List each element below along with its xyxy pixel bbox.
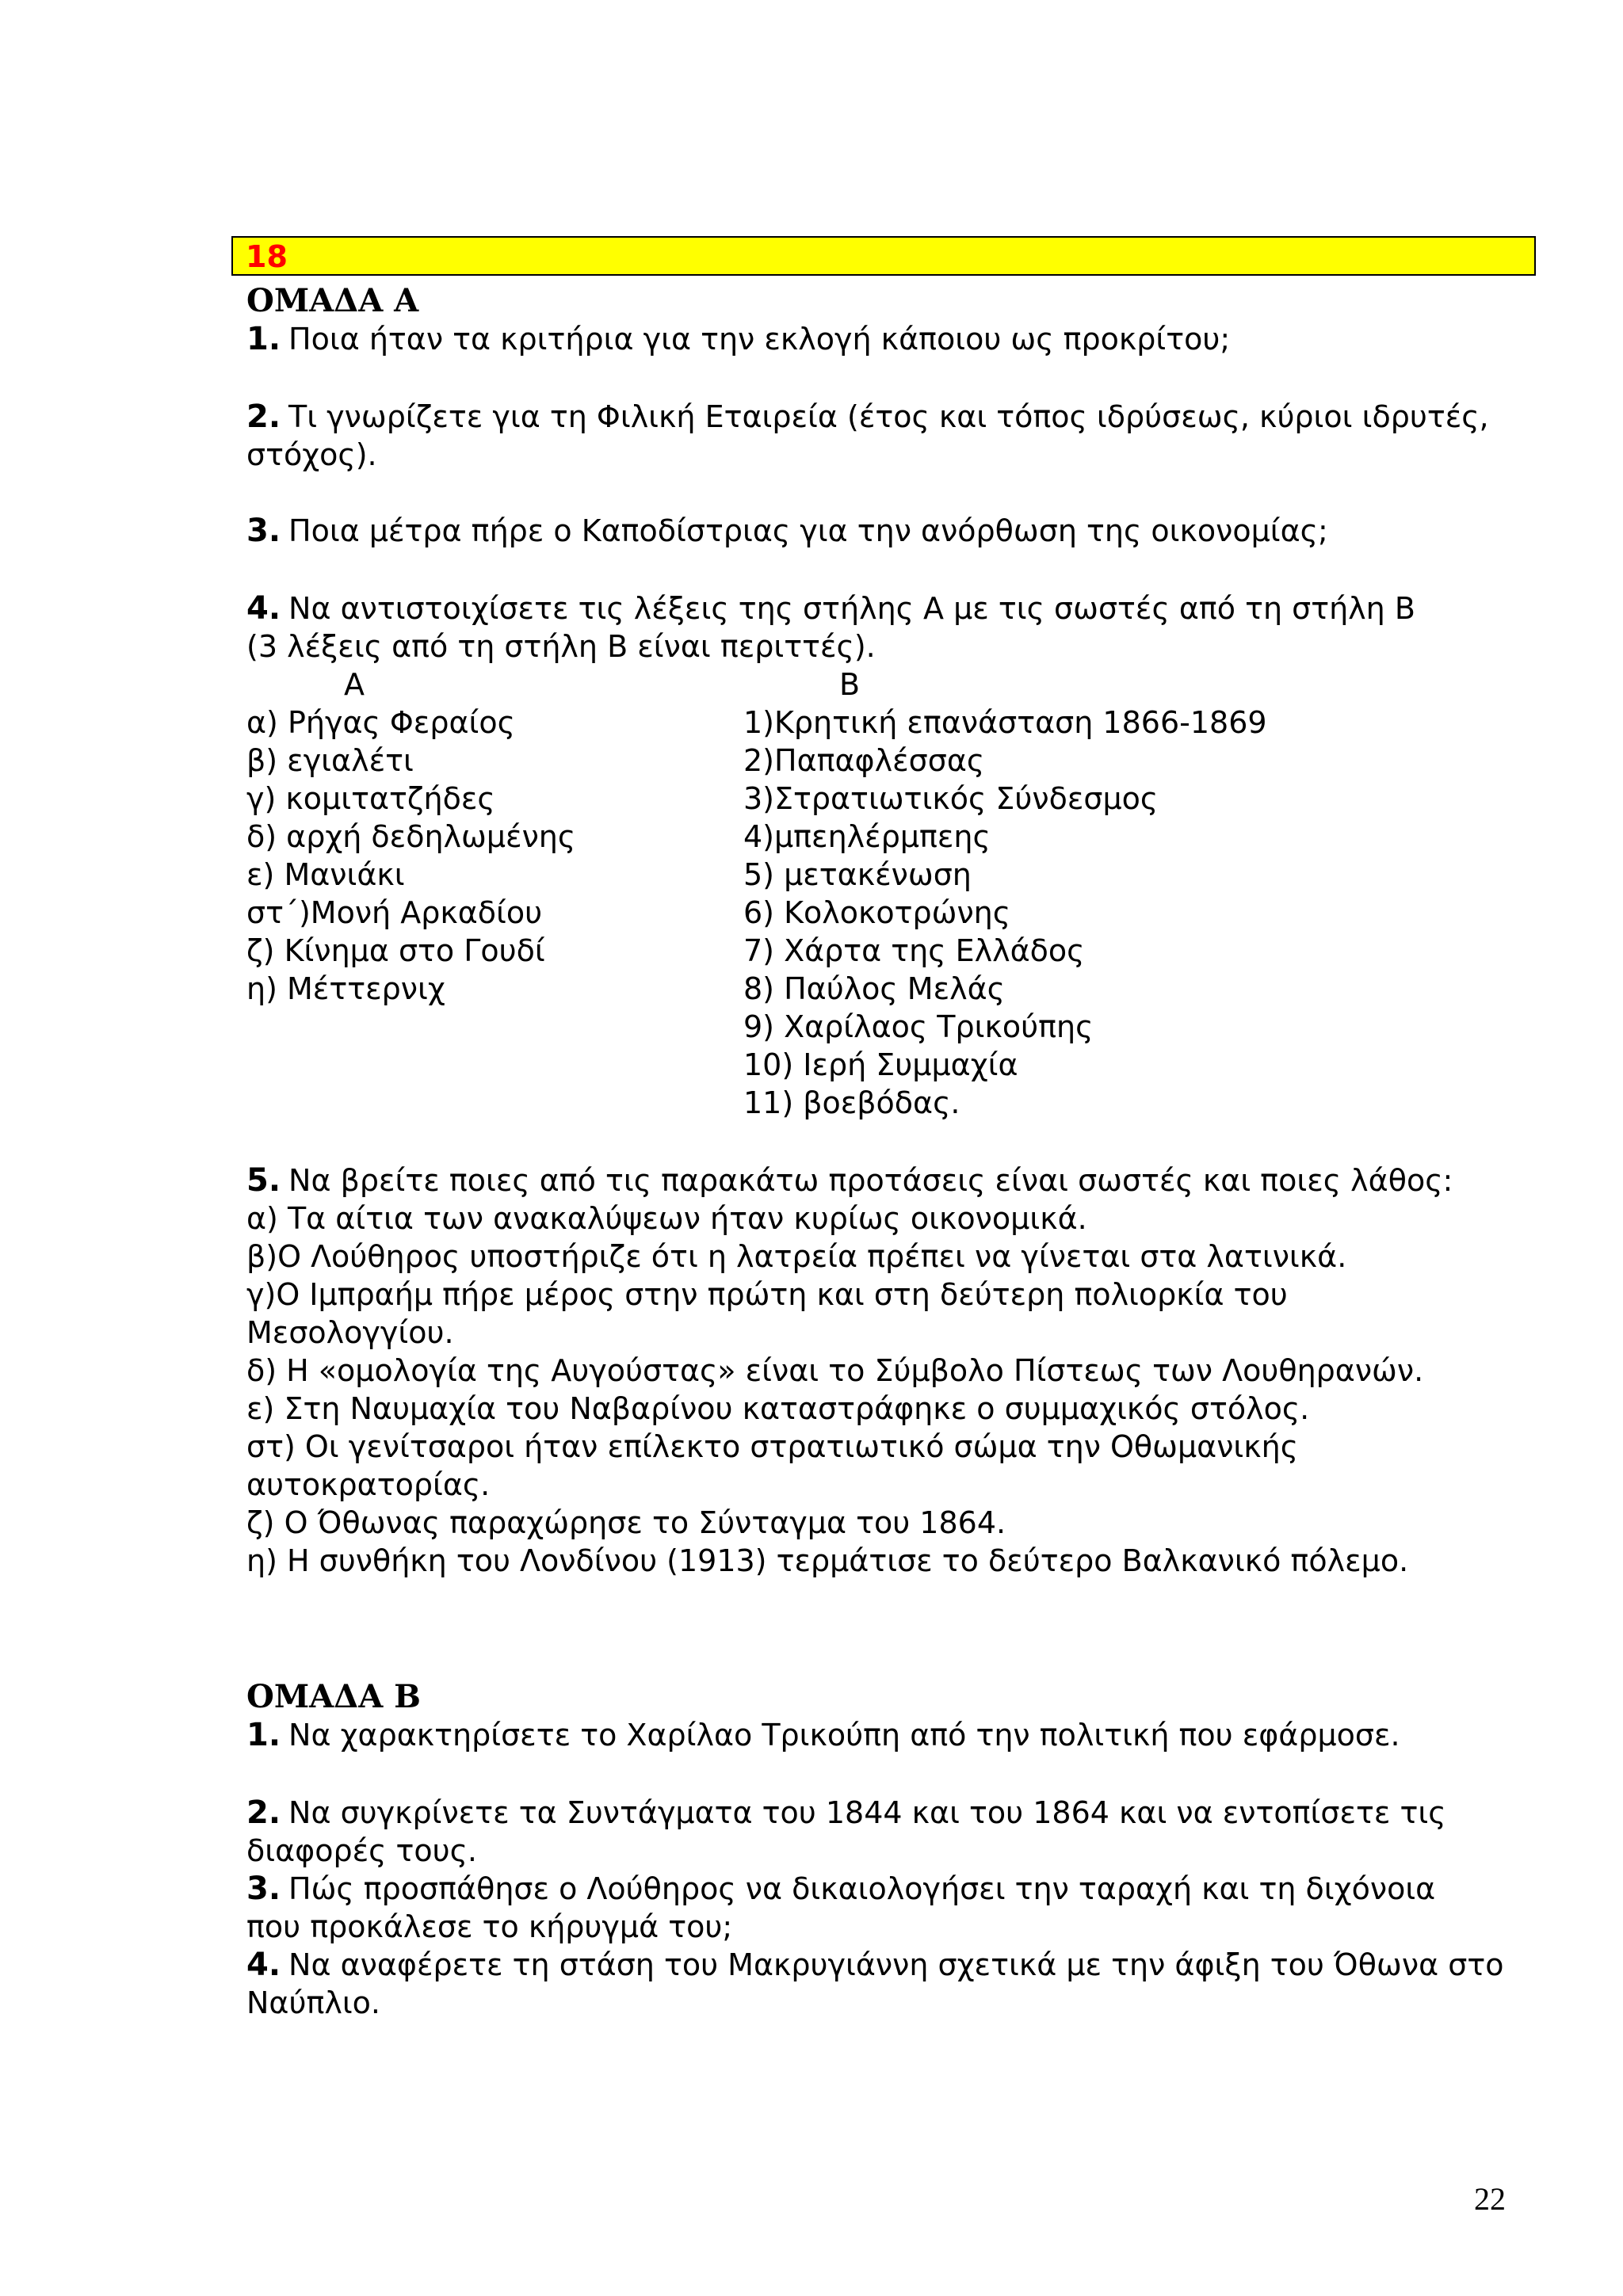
column-b-item: 2)Παπαφλέσσας [743,743,985,778]
group-b-question-3 [246,1870,1435,1908]
question-number: 4. [246,1947,281,1983]
statement-line: Μεσολογγίου. [246,1315,454,1350]
question-text: Ποια μέτρα πήρε ο Καποδίστριας για την ανόρθωση της οικονομίας; [288,513,1328,548]
question-number: 2. [246,1794,281,1831]
column-b-item: 1)Κρητική επανάσταση 1866-1869 [743,705,1267,740]
question-number: 2. [246,399,281,435]
group-b-question-3-cont: που προκάλεσε το κήρυγμά του; [246,1909,733,1944]
section-header-bar [231,236,1536,276]
group-a-title: ΟΜΑΔΑ Α [246,282,419,319]
column-b-item: 4)μπεηλέρμπεης [743,819,991,854]
column-b-item: 7) Χάρτα της Ελλάδος [743,933,1085,968]
column-a-item: ζ) Κίνημα στο Γουδί [246,933,545,968]
question-number: 1. [246,1717,281,1753]
page-number: 22 [1474,2181,1506,2217]
statement-line: β)Ο Λούθηρος υποστήριζε ότι η λατρεία πρέπει να γίνεται στα λατινικά. [246,1239,1347,1274]
group-a-question-4-cont: (3 λέξεις από τη στήλη Β είναι περιττές). [246,629,876,664]
question-text: Να βρείτε ποιες από τις παρακάτω προτάσεις είναι σωστές και ποιες λάθος: [288,1163,1453,1198]
group-b-question-2-cont: διαφορές τους. [246,1833,478,1868]
question-text: Να χαρακτηρίσετε το Χαρίλαο Τρικούπη από την πολιτική που εφάρμοσε. [288,1718,1400,1753]
column-a-item: η) Μέττερνιχ [246,971,445,1006]
column-a-item: ε) Μανιάκι [246,857,405,892]
group-a-question-2-cont: στόχος). [246,437,377,472]
question-text: Ποια ήταν τα κριτήρια για την εκλογή κάποιου ως προκρίτου; [288,322,1231,357]
statement-line: α) Τα αίτια των ανακαλύψεων ήταν κυρίως οικονομικά. [246,1201,1087,1236]
group-b-title: ΟΜΑΔΑ Β [246,1678,421,1715]
column-a-heading: Α [344,667,365,702]
group-a-question-3 [246,512,1328,550]
group-b-question-1 [246,1716,1400,1754]
column-b-item: 10) Ιερή Συμμαχία [743,1047,1018,1082]
question-number: 5. [246,1162,281,1199]
column-a-item: δ) αρχή δεδηλωμένης [246,819,576,854]
statement-line: ζ) Ο Όθωνας παραχώρησε το Σύνταγμα του 1864. [246,1505,1006,1540]
question-text: Πώς προσπάθησε ο Λούθηρος να δικαιολογήσει την ταραχή και τη διχόνοια [288,1871,1436,1906]
statement-line: δ) Η «ομολογία της Αυγούστας» είναι το Σύμβολο Πίστεως των Λουθηρανών. [246,1353,1424,1388]
column-b-item: 9) Χαρίλαος Τρικούπης [743,1009,1094,1044]
group-b-question-2 [246,1794,1446,1832]
group-b-question-4 [246,1946,1503,1984]
group-a-question-4 [246,589,1415,627]
question-text: Να αντιστοιχίσετε τις λέξεις της στήλης Α με τις σωστές από τη στήλη Β [288,591,1415,626]
column-a-item: στ΄)Μονή Αρκαδίου [246,895,543,930]
statement-line: γ)Ο Ιμπραήμ πήρε μέρος στην πρώτη και στη δεύτερη πολιορκία του [246,1277,1288,1312]
group-a-question-5 [246,1161,1453,1199]
column-a-item: γ) κομιτατζήδες [246,781,495,816]
statement-line: στ) Οι γενίτσαροι ήταν επίλεκτο στρατιωτικό σώμα την Οθωμανικής [246,1429,1299,1464]
question-text: Τι γνωρίζετε για τη Φιλική Εταιρεία (έτος και τόπος ιδρύσεως, κύριοι ιδρυτές, [288,399,1489,434]
column-b-item: 6) Κολοκοτρώνης [743,895,1011,930]
column-a-item: α) Ρήγας Φεραίος [246,705,515,740]
question-text: Να αναφέρετε τη στάση του Μακρυγιάννη σχετικά με την άφιξη του Όθωνα στο [288,1947,1504,1982]
group-a-question-1 [246,320,1230,358]
statement-line: αυτοκρατορίας. [246,1467,491,1502]
column-b-item: 3)Στρατιωτικός Σύνδεσμος [743,781,1159,816]
column-b-item: 5) μετακένωση [743,857,972,892]
statement-line: ε) Στη Ναυμαχία του Ναβαρίνου καταστράφηκε ο συμμαχικός στόλος. [246,1391,1310,1426]
section-number: 18 [246,239,288,274]
column-a-item: β) εγιαλέτι [246,743,414,778]
statement-line: η) Η συνθήκη του Λονδίνου (1913) τερμάτισε το δεύτερο Βαλκανικό πόλεμο. [246,1543,1409,1578]
question-number: 3. [246,1871,281,1907]
question-number: 4. [246,590,281,627]
question-text: Να συγκρίνετε τα Συντάγματα του 1844 και του 1864 και να εντοπίσετε τις [288,1795,1446,1830]
column-b-item: 8) Παύλος Μελάς [743,971,1005,1006]
question-number: 3. [246,513,281,549]
group-a-question-2 [246,398,1489,436]
column-b-heading: Β [839,667,861,702]
column-b-item: 11) βοεβόδας. [743,1085,960,1120]
question-number: 1. [246,321,281,357]
group-b-question-4-cont: Ναύπλιο. [246,1985,381,2020]
